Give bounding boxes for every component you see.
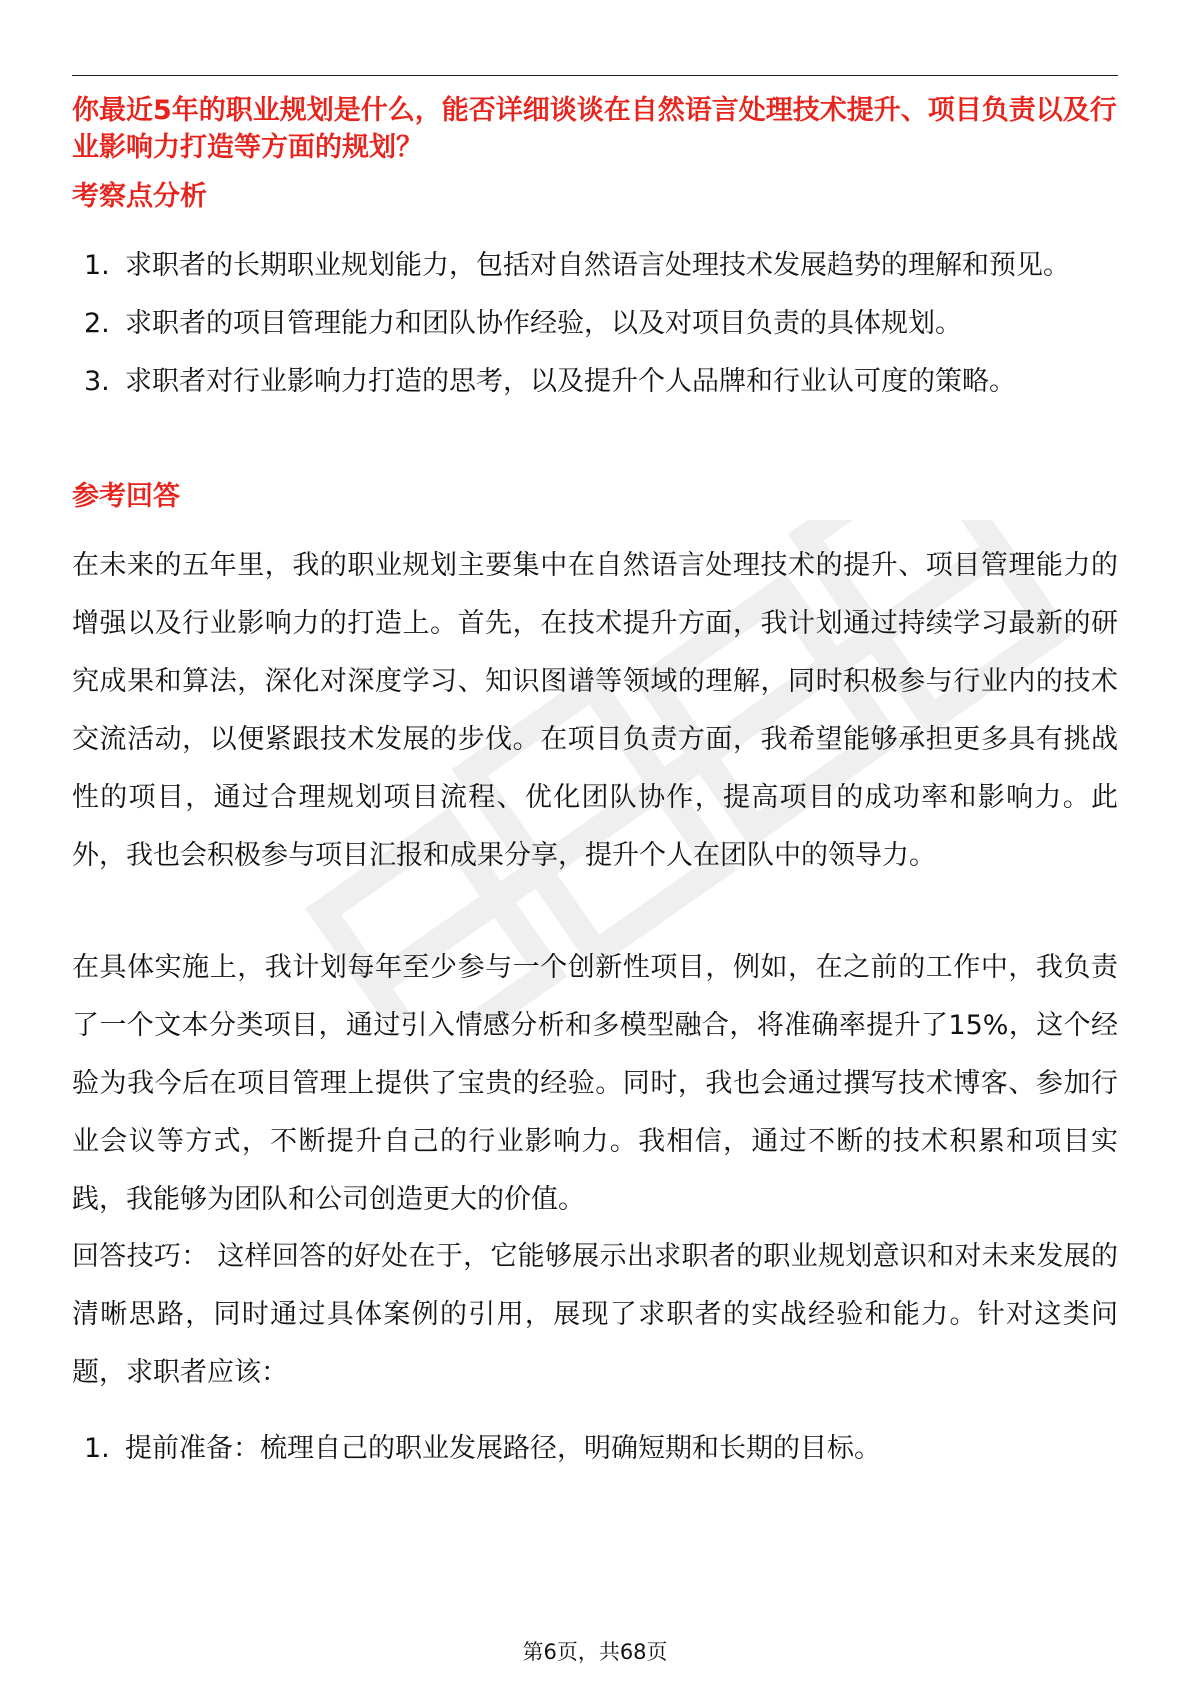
- tips-list: [72, 1420, 1118, 1478]
- list-number: 2.: [84, 308, 110, 339]
- list-item: [72, 295, 1118, 353]
- list-item-text: 求职者的长期职业规划能力，包括对自然语言处理技术发展趋势的理解和预见。: [125, 250, 1070, 281]
- list-item-text: 求职者的项目管理能力和团队协作经验，以及对项目负责的具体规划。: [125, 308, 962, 339]
- analysis-list: [72, 237, 1118, 411]
- list-item-text: 求职者对行业影响力打造的思考，以及提升个人品牌和行业认可度的策略。: [125, 366, 1016, 397]
- answer-paragraph-1: 在未来的五年里，我的职业规划主要集中在自然语言处理技术的提升、项目管理能力的增强以及行业影响力的打造上。首先，在技术提升方面，我计划通过持续学习最新的研究成果和算法，深化对深度学习、知识图谱等领域的理解，同时积极参与行业内的技术交流活动，以便紧跟技术发展的步伐。在项目负责方面，我希望能够承担更多具有挑战性的项目，通过合理规划项目流程、优化团队协作，提高项目的成功率和影响力。此外，我也会积极参与项目汇报和成果分享，提升个人在团队中的领导力。: [72, 550, 1118, 871]
- list-item: [72, 237, 1118, 295]
- list-number: 1.: [84, 1433, 110, 1464]
- tips-paragraph: 回答技巧： 这样回答的好处在于，它能够展示出求职者的职业规划意识和对未来发展的清晰思路，同时通过具体案例的引用，展现了求职者的实战经验和能力。针对这类问题，求职者应该：: [72, 1241, 1118, 1388]
- list-item: [72, 353, 1118, 411]
- list-item: [72, 1420, 1118, 1478]
- list-number: 1.: [84, 250, 110, 281]
- analysis-heading: 考察点分析: [72, 181, 207, 212]
- top-rule: [72, 75, 1118, 76]
- answer-heading: 参考回答: [72, 481, 180, 512]
- page-number: 第6页，共68页: [522, 1640, 668, 1664]
- answer-paragraph-2: 在具体实施上，我计划每年至少参与一个创新性项目，例如，在之前的工作中，我负责了一个文本分类项目，通过引入情感分析和多模型融合，将准确率提升了15%，这个经验为我今后在项目管理上提供了宝贵的经验。同时，我也会通过撰写技术博客、参加行业会议等方式，不断提升自己的行业影响力。我相信，通过不断的技术积累和项目实践，我能够为团队和公司创造更大的价值。: [72, 952, 1118, 1215]
- list-number: 3.: [84, 366, 110, 397]
- question-title: 你最近5年的职业规划是什么，能否详细谈谈在自然语言处理技术提升、项目负责以及行业影响力打造等方面的规划？: [72, 95, 1117, 163]
- list-item-text: 提前准备：梳理自己的职业发展路径，明确短期和长期的目标。: [125, 1433, 881, 1464]
